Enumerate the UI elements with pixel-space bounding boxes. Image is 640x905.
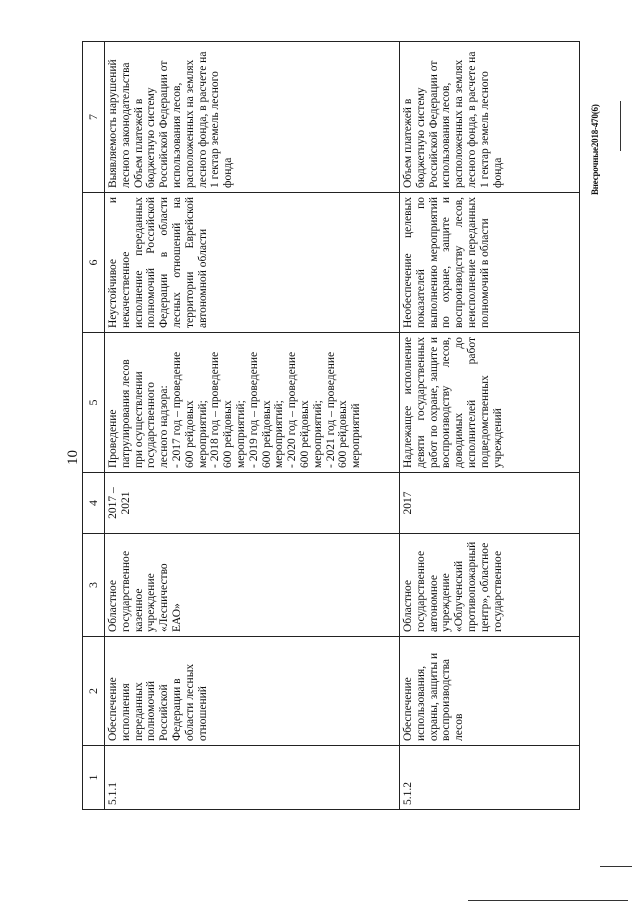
header-cell-3: 3 — [83, 534, 105, 637]
footnote-rule — [468, 900, 628, 901]
result-line: мероприятий; — [196, 400, 209, 468]
result-line: 600 рейдовых — [337, 400, 350, 468]
header-cell-5: 5 — [83, 333, 105, 473]
result-line: 600 рейдовых — [260, 400, 273, 468]
result-line: 600 рейдовых — [298, 400, 311, 468]
result-line: 600 рейдовых — [183, 400, 196, 468]
expected-result — [105, 333, 400, 473]
executor: Областное государственное автономное учреждение «Облученский противопожарный центр», областное государственное — [400, 534, 580, 637]
footer-code: Внесрочные2018-470(6) — [590, 104, 600, 195]
row-number: 5.1.2 — [400, 746, 580, 810]
indicator: Объем платежей в бюджетную систему Российской Федерации от использования лесов, расположенных на землях лесного фонда, в расчете на 1 гектар земель лесного фонда — [400, 42, 580, 193]
result-line: лесного надзора: — [158, 385, 171, 468]
header-cell-4: 4 — [83, 473, 105, 534]
measure-name: Обеспечение исполнения переданных полномочий Российской Федерации в области лесных отношений — [105, 637, 400, 746]
row-number: 5.1.1 — [105, 746, 400, 810]
period: 2017 – 2021 — [105, 473, 400, 534]
result-line: - 2019 год – проведение — [247, 351, 260, 468]
page-number: 10 — [65, 450, 81, 465]
table-header-row — [83, 42, 105, 810]
measures-table — [82, 41, 580, 810]
result-line: мероприятий — [350, 403, 363, 468]
scan-edge-line — [600, 866, 632, 867]
expected-result: Надлежащее исполнение девяти государственных работ по охране, защите и воспроизводству лесов, доводимых до исполнителей работ подведомственных учреждений — [400, 333, 580, 473]
header-cell-1: 1 — [83, 746, 105, 810]
result-line: - 2018 год – проведение — [209, 351, 222, 468]
header-cell-7: 7 — [83, 42, 105, 193]
table-row — [105, 42, 400, 810]
result-line: - 2020 год – проведение — [286, 351, 299, 468]
result-line: при осуществлении — [132, 371, 145, 468]
result-line: государственного — [145, 382, 158, 468]
result-line: мероприятий; — [311, 400, 324, 468]
consequences: Неустойчивое и некачественное исполнение переданных полномочий Российской Федерации в области лесных отношений на территории Еврейской автономной области — [105, 193, 400, 333]
result-line: - 2017 год – проведение — [170, 351, 183, 468]
result-line: патрулирования лесов — [119, 359, 132, 468]
result-line: мероприятий; — [273, 400, 286, 468]
header-cell-6: 6 — [83, 193, 105, 333]
result-line: - 2021 год – проведение — [324, 351, 337, 468]
result-line: мероприятий; — [234, 400, 247, 468]
result-line: 600 рейдовых — [222, 400, 235, 468]
result-line: Проведение — [107, 409, 119, 468]
consequences: Необеспечение целевых показателей по выполнению мероприятий по охране, защите и воспроизводству лесов, неисполнение переданных полномочий в области — [400, 193, 580, 333]
table-row — [400, 42, 580, 810]
executor: Областное государственное казенное учреждение «Лесничество ЕАО» — [105, 534, 400, 637]
period: 2017 — [400, 473, 580, 534]
indicator: Выявляемость нарушений лесного законодательства Объем платежей в бюджетную систему Российской Федерации от использования лесов, расположенных на землях лесного фонда, в расчете на 1 гектар земель лесного фонда — [105, 42, 400, 193]
footer-rule — [620, 101, 621, 151]
header-cell-2: 2 — [83, 637, 105, 746]
measure-name: Обеспечение использования, охраны, защиты и воспроизводства лесов — [400, 637, 580, 746]
